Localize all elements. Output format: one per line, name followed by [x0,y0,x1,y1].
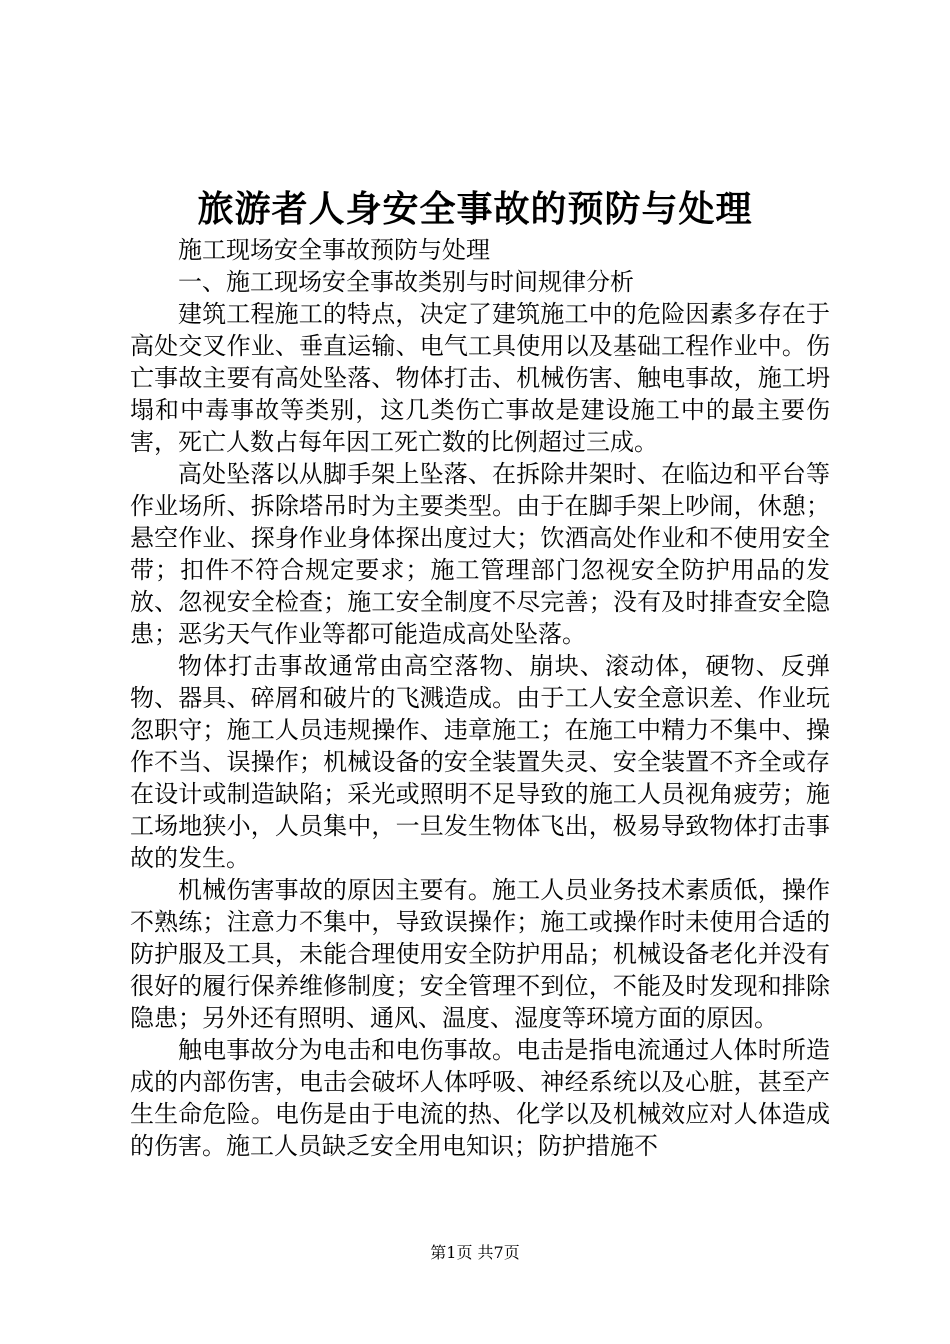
paragraph-section-heading: 一、施工现场安全事故类别与时间规律分析 [178,268,634,296]
paragraph-overview: 建筑工程施工的特点，决定了建筑施工中的危险因素多存在于高处交叉作业、垂直运输、电气工具使用以及基础工程作业中。伤亡事故主要有高处坠落、物体打击、机械伤害、触电事故，施工坍塌和中毒事故等类别，这几类伤亡事故是建设施工中的最主要伤害，死亡人数占每年因工死亡数的比例超过三成。 [130,300,830,456]
paragraph-electric-shock: 触电事故分为电击和电伤事故。电击是指电流通过人体时所造成的内部伤害，电击会破坏人体呼吸、神经系统以及心脏，甚至产生生命危险。电伤是由于电流的热、化学以及机械效应对人体造成的伤害。施工人员缺乏安全用电知识；防护措施不 [130,1036,830,1160]
page-number-footer: 第1页 共7页 [430,1243,520,1262]
paragraph-falling: 高处坠落以从脚手架上坠落、在拆除井架时、在临边和平台等作业场所、拆除塔吊时为主要类型。由于在脚手架上吵闹，休憩；悬空作业、探身作业身体探出度过大；饮酒高处作业和不使用安全带；扣件不符合规定要求；施工管理部门忽视安全防护用品的发放、忽视安全检查；施工安全制度不尽完善；没有及时排查安全隐患；恶劣天气作业等都可能造成高处坠落。 [130,460,830,648]
document-title: 旅游者人身安全事故的预防与处理 [197,188,753,230]
paragraph-object-strike: 物体打击事故通常由高空落物、崩块、滚动体，硬物、反弹物、器具、碎屑和破片的飞溅造成。由于工人安全意识差、作业玩忽职守；施工人员违规操作、违章施工；在施工中精力不集中、操作不当、误操作；机械设备的安全装置失灵、安全装置不齐全或存在设计或制造缺陷；采光或照明不足导致的施工人员视角疲劳；施工场地狭小，人员集中，一旦发生物体飞出，极易导致物体打击事故的发生。 [130,652,830,872]
paragraph-mechanical-injury: 机械伤害事故的原因主要有。施工人员业务技术素质低，操作不熟练；注意力不集中，导致误操作；施工或操作时未使用合适的防护服及工具，未能合理使用安全防护用品；机械设备老化并没有很好的履行保养维修制度；安全管理不到位，不能及时发现和排除隐患；另外还有照明、通风、温度、湿度等环境方面的原因。 [130,876,830,1032]
paragraph-subtitle: 施工现场安全事故预防与处理 [178,236,490,264]
document-body [130,234,830,1162]
